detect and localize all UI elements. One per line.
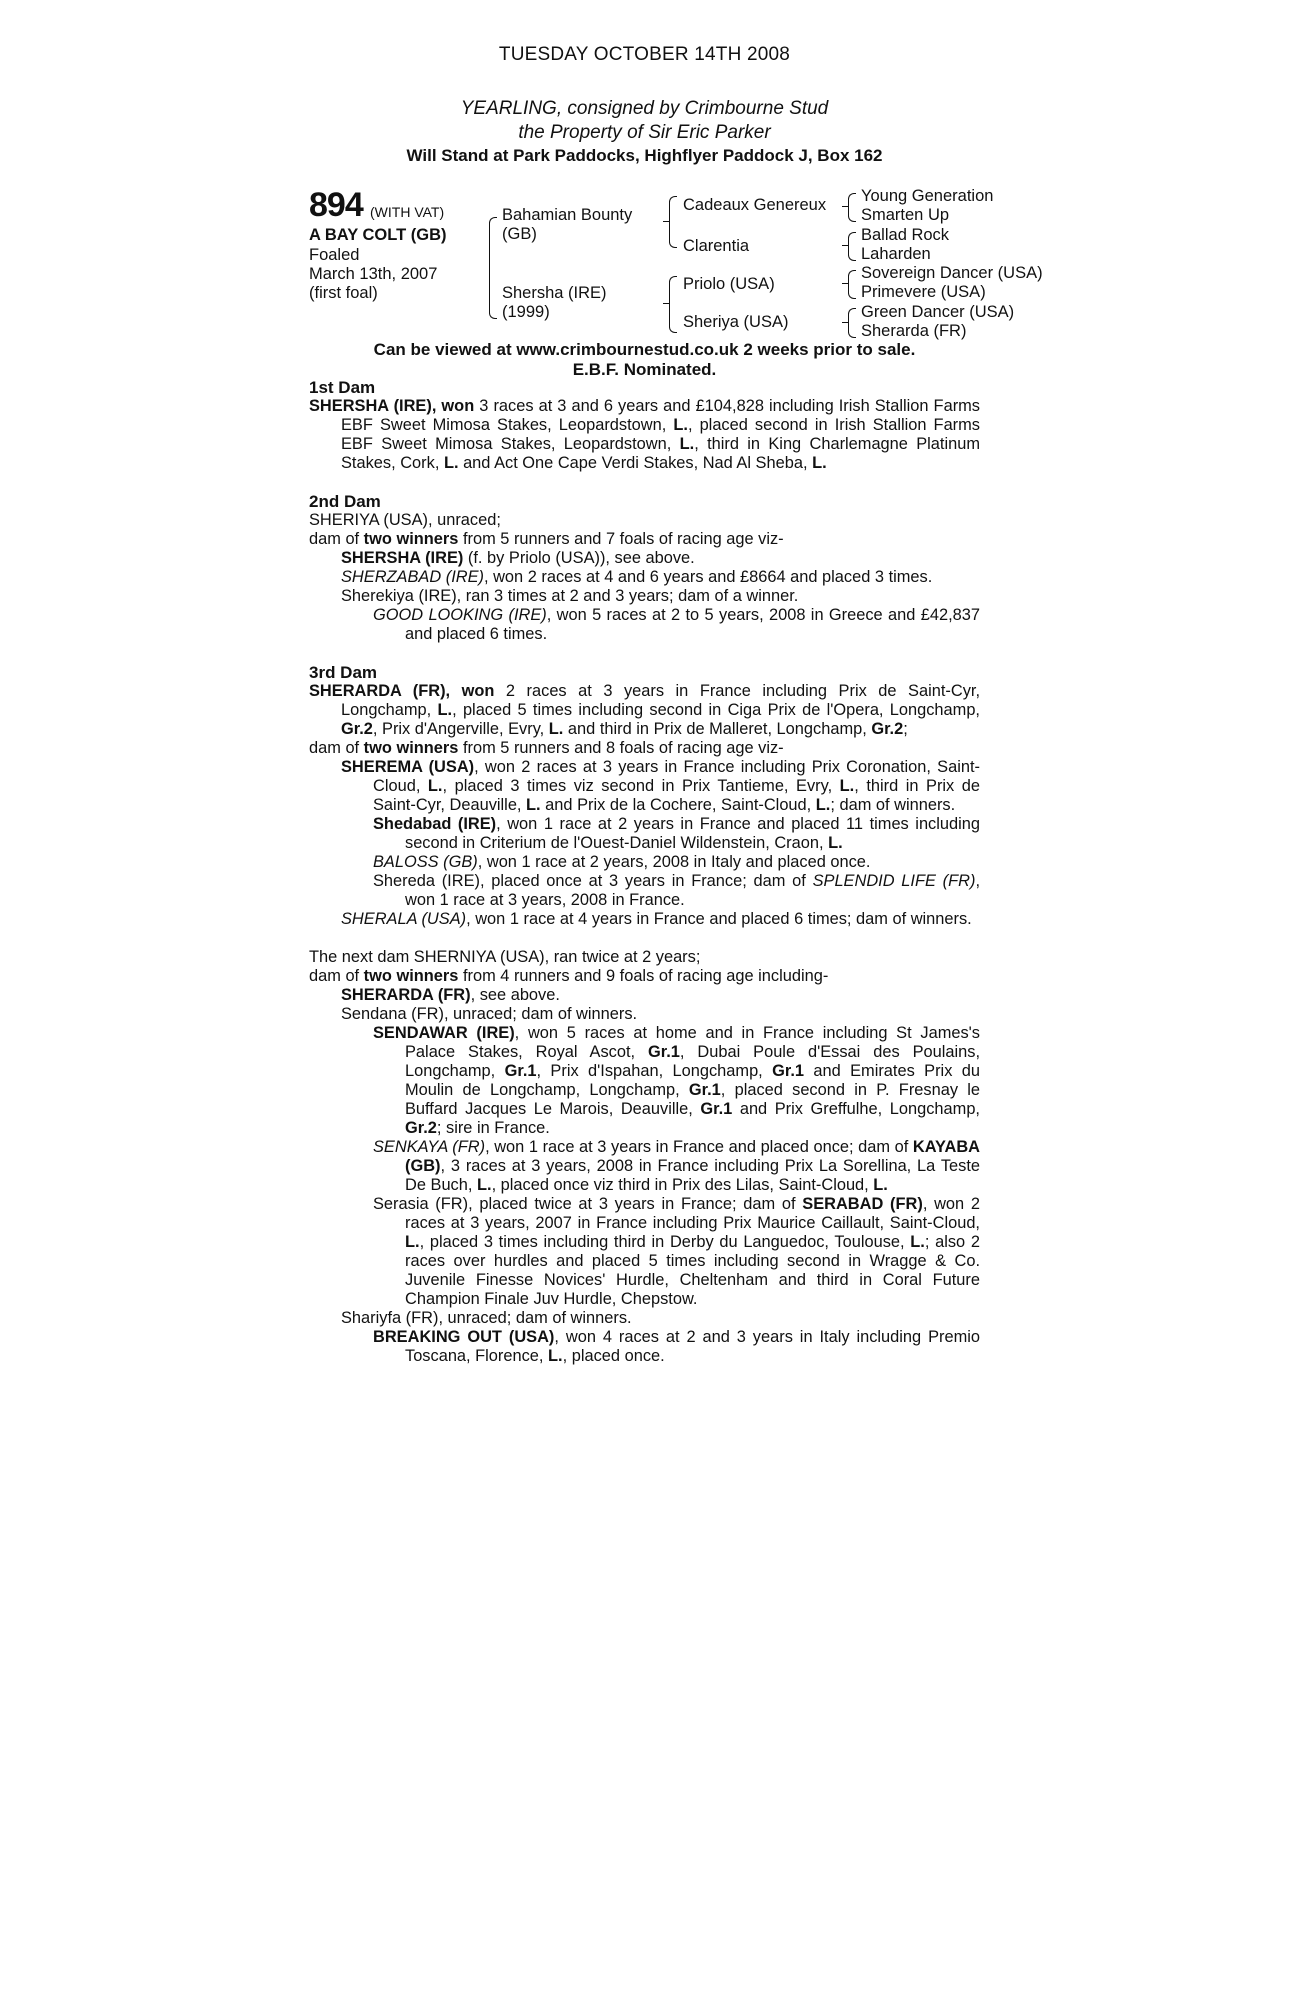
catalogue-body	[309, 378, 980, 1366]
foaled-date: March 13th, 2007	[309, 265, 438, 283]
stand-location: Will Stand at Park Paddocks, Highflyer Paddock J, Box 162	[406, 146, 883, 165]
pedigree-gen3-2: Smarten Up	[861, 206, 950, 224]
next-dam-produce: Shariyfa (FR), unraced; dam of winners.	[341, 1309, 632, 1327]
foal-note: (first foal)	[309, 284, 378, 302]
next-dam-grand-produce: Serasia (FR), placed twice at 3 years in France; dam of SERABAD (FR), won 2 races at 3 years, 2007 in France including Prix Maurice Caillault, Saint-Cloud, L., placed 3 times including third in Derby du Languedoc, Toulouse, L.; also 2 races over hurdles and placed 5 times including second in Wragge & Co. Juvenile Finesse Novices' Hurdle, Cheltenham and third in Coral Future Champion Finale Juv Hurdle, Chepstow.	[373, 1195, 980, 1308]
third-dam-produce: SHERALA (USA), won 1 race at 4 years in France and placed 6 times; dam of winners.	[341, 910, 972, 928]
third-dam-grand-produce: Shereda (IRE), placed once at 3 years in France; dam of SPLENDID LIFE (FR), won 1 race at 3 years, 2008 in France.	[373, 872, 980, 909]
second-dam-line: SHERIYA (USA), unraced;	[309, 511, 501, 529]
next-dam-produce-summary: dam of two winners from 4 runners and 9 foals of racing age including-	[309, 967, 829, 985]
pedigree-gen3-7: Green Dancer (USA)	[861, 303, 1015, 321]
pedigree-dam-year: (1999)	[502, 303, 550, 321]
foaled-label: Foaled	[309, 246, 360, 264]
pedigree-gen3-1: Young Generation	[861, 187, 994, 205]
lot-number: 894	[309, 186, 363, 224]
pedigree-sire-country: (GB)	[502, 225, 537, 243]
pedigree-gen3-6: Primevere (USA)	[861, 283, 986, 301]
pedigree-gen3-8: Sherarda (FR)	[861, 322, 967, 340]
second-dam-heading: 2nd Dam	[309, 492, 381, 511]
second-dam-produce-summary: dam of two winners from 5 runners and 7 foals of racing age viz-	[309, 530, 784, 548]
viewing-note: Can be viewed at www.crimbournestud.co.uk 2 weeks prior to sale.	[373, 340, 916, 359]
ebf-note: E.B.F. Nominated.	[572, 360, 717, 379]
pedigree-dam-dam: Sheriya (USA)	[683, 313, 789, 331]
third-dam-heading: 3rd Dam	[309, 663, 378, 682]
pedigree-brace-gen1	[489, 217, 497, 319]
next-dam-produce: Sendana (FR), unraced; dam of winners.	[341, 1005, 638, 1023]
first-dam-heading: 1st Dam	[309, 378, 376, 397]
next-dam-grand-produce: BREAKING OUT (USA), won 4 races at 2 and 3 years in Italy including Premio Toscana, Florence, L., placed once.	[373, 1328, 980, 1365]
second-dam-produce: Sherekiya (IRE), ran 3 times at 2 and 3 years; dam of a winner.	[341, 587, 799, 605]
second-dam-grand-produce: GOOD LOOKING (IRE), won 5 races at 2 to 5 years, 2008 in Greece and £42,837 and placed 6 times.	[373, 606, 980, 643]
first-dam-record: SHERSHA (IRE), won 3 races at 3 and 6 years and £104,828 including Irish Stallion Farms EBF Sweet Mimosa Stakes, Leopardstown, L., placed second in Irish Stallion Farms EBF Sweet Mimosa Stakes, Leopardstown, L., third in King Charlemagne Platinum Stakes, Cork, L. and Act One Cape Verdi Stakes, Nad Al Sheba, L.	[309, 397, 980, 472]
pedigree-gen3-5: Sovereign Dancer (USA)	[861, 264, 1043, 282]
next-dam-line: The next dam SHERNIYA (USA), ran twice at 2 years;	[309, 948, 701, 966]
pedigree-sire-sire: Cadeaux Genereux	[683, 196, 827, 214]
third-dam-grand-produce: Shedabad (IRE), won 1 race at 2 years in France and placed 11 times including second in Criterium de l'Ouest-Daniel Wildenstein, Craon, L.	[373, 815, 981, 852]
pedigree-gen3-3: Ballad Rock	[861, 226, 950, 244]
third-dam-record: SHERARDA (FR), won 2 races at 3 years in France including Prix de Saint-Cyr, Longchamp, L., placed 5 times including second in Ciga Prix de l'Opera, Longchamp, Gr.2, Prix d'Angerville, Evry, L. and third in Prix de Malleret, Longchamp, Gr.2;	[309, 682, 980, 738]
next-dam-produce: SHERARDA (FR), see above.	[341, 986, 560, 1004]
pedigree-sire-dam: Clarentia	[683, 237, 750, 255]
next-dam-grand-produce: SENDAWAR (IRE), won 5 races at home and in France including St James's Palace Stakes, Royal Ascot, Gr.1, Dubai Poule d'Essai des Poulains, Longchamp, Gr.1, Prix d'Ispahan, Longchamp, Gr.1 and Emirates Prix du Moulin de Longchamp, Longchamp, Gr.1, placed second in P. Fresnay le Buffard Jacques Le Marois, Deauville, Gr.1 and Prix Greffulhe, Longchamp, Gr.2; sire in France.	[373, 1024, 981, 1137]
third-dam-grand-produce: BALOSS (GB), won 1 race at 2 years, 2008 in Italy and placed once.	[373, 853, 871, 871]
third-dam-produce-summary: dam of two winners from 5 runners and 8 foals of racing age viz-	[309, 739, 784, 757]
owner-line: the Property of Sir Eric Parker	[518, 122, 771, 143]
third-dam-produce: SHEREMA (USA), won 2 races at 3 years in France including Prix Coronation, Saint-Cloud, L., placed 3 times viz second in Prix Tantieme, Evry, L., third in Prix de Saint-Cyr, Deauville, L. and Prix de la Cochere, Saint-Cloud, L.; dam of winners.	[341, 758, 981, 814]
pedigree-brace-dam-line	[669, 276, 677, 333]
pedigree-dam-sire: Priolo (USA)	[683, 275, 775, 293]
pedigree-sire: Bahamian Bounty	[502, 206, 633, 224]
pedigree-brace-sire-line	[669, 196, 677, 248]
pedigree-dam: Shersha (IRE)	[502, 284, 607, 302]
lot-description: A BAY COLT (GB)	[309, 226, 447, 244]
sale-date: TUESDAY OCTOBER 14TH 2008	[498, 44, 791, 65]
next-dam-grand-produce: SENKAYA (FR), won 1 race at 3 years in France and placed once; dam of KAYABA (GB), 3 races at 3 years, 2008 in France including Prix La Sorellina, La Teste De Buch, L., placed once viz third in Prix des Lilas, Saint-Cloud, L.	[373, 1138, 980, 1194]
second-dam-produce: SHERSHA (IRE) (f. by Priolo (USA)), see above.	[341, 549, 695, 567]
second-dam-produce: SHERZABAD (IRE), won 2 races at 4 and 6 years and £8664 and placed 3 times.	[341, 568, 933, 586]
vat-note: (WITH VAT)	[370, 204, 445, 220]
pedigree-gen3-4: Laharden	[861, 245, 931, 263]
consignment-line: YEARLING, consigned by Crimbourne Stud	[460, 98, 829, 119]
